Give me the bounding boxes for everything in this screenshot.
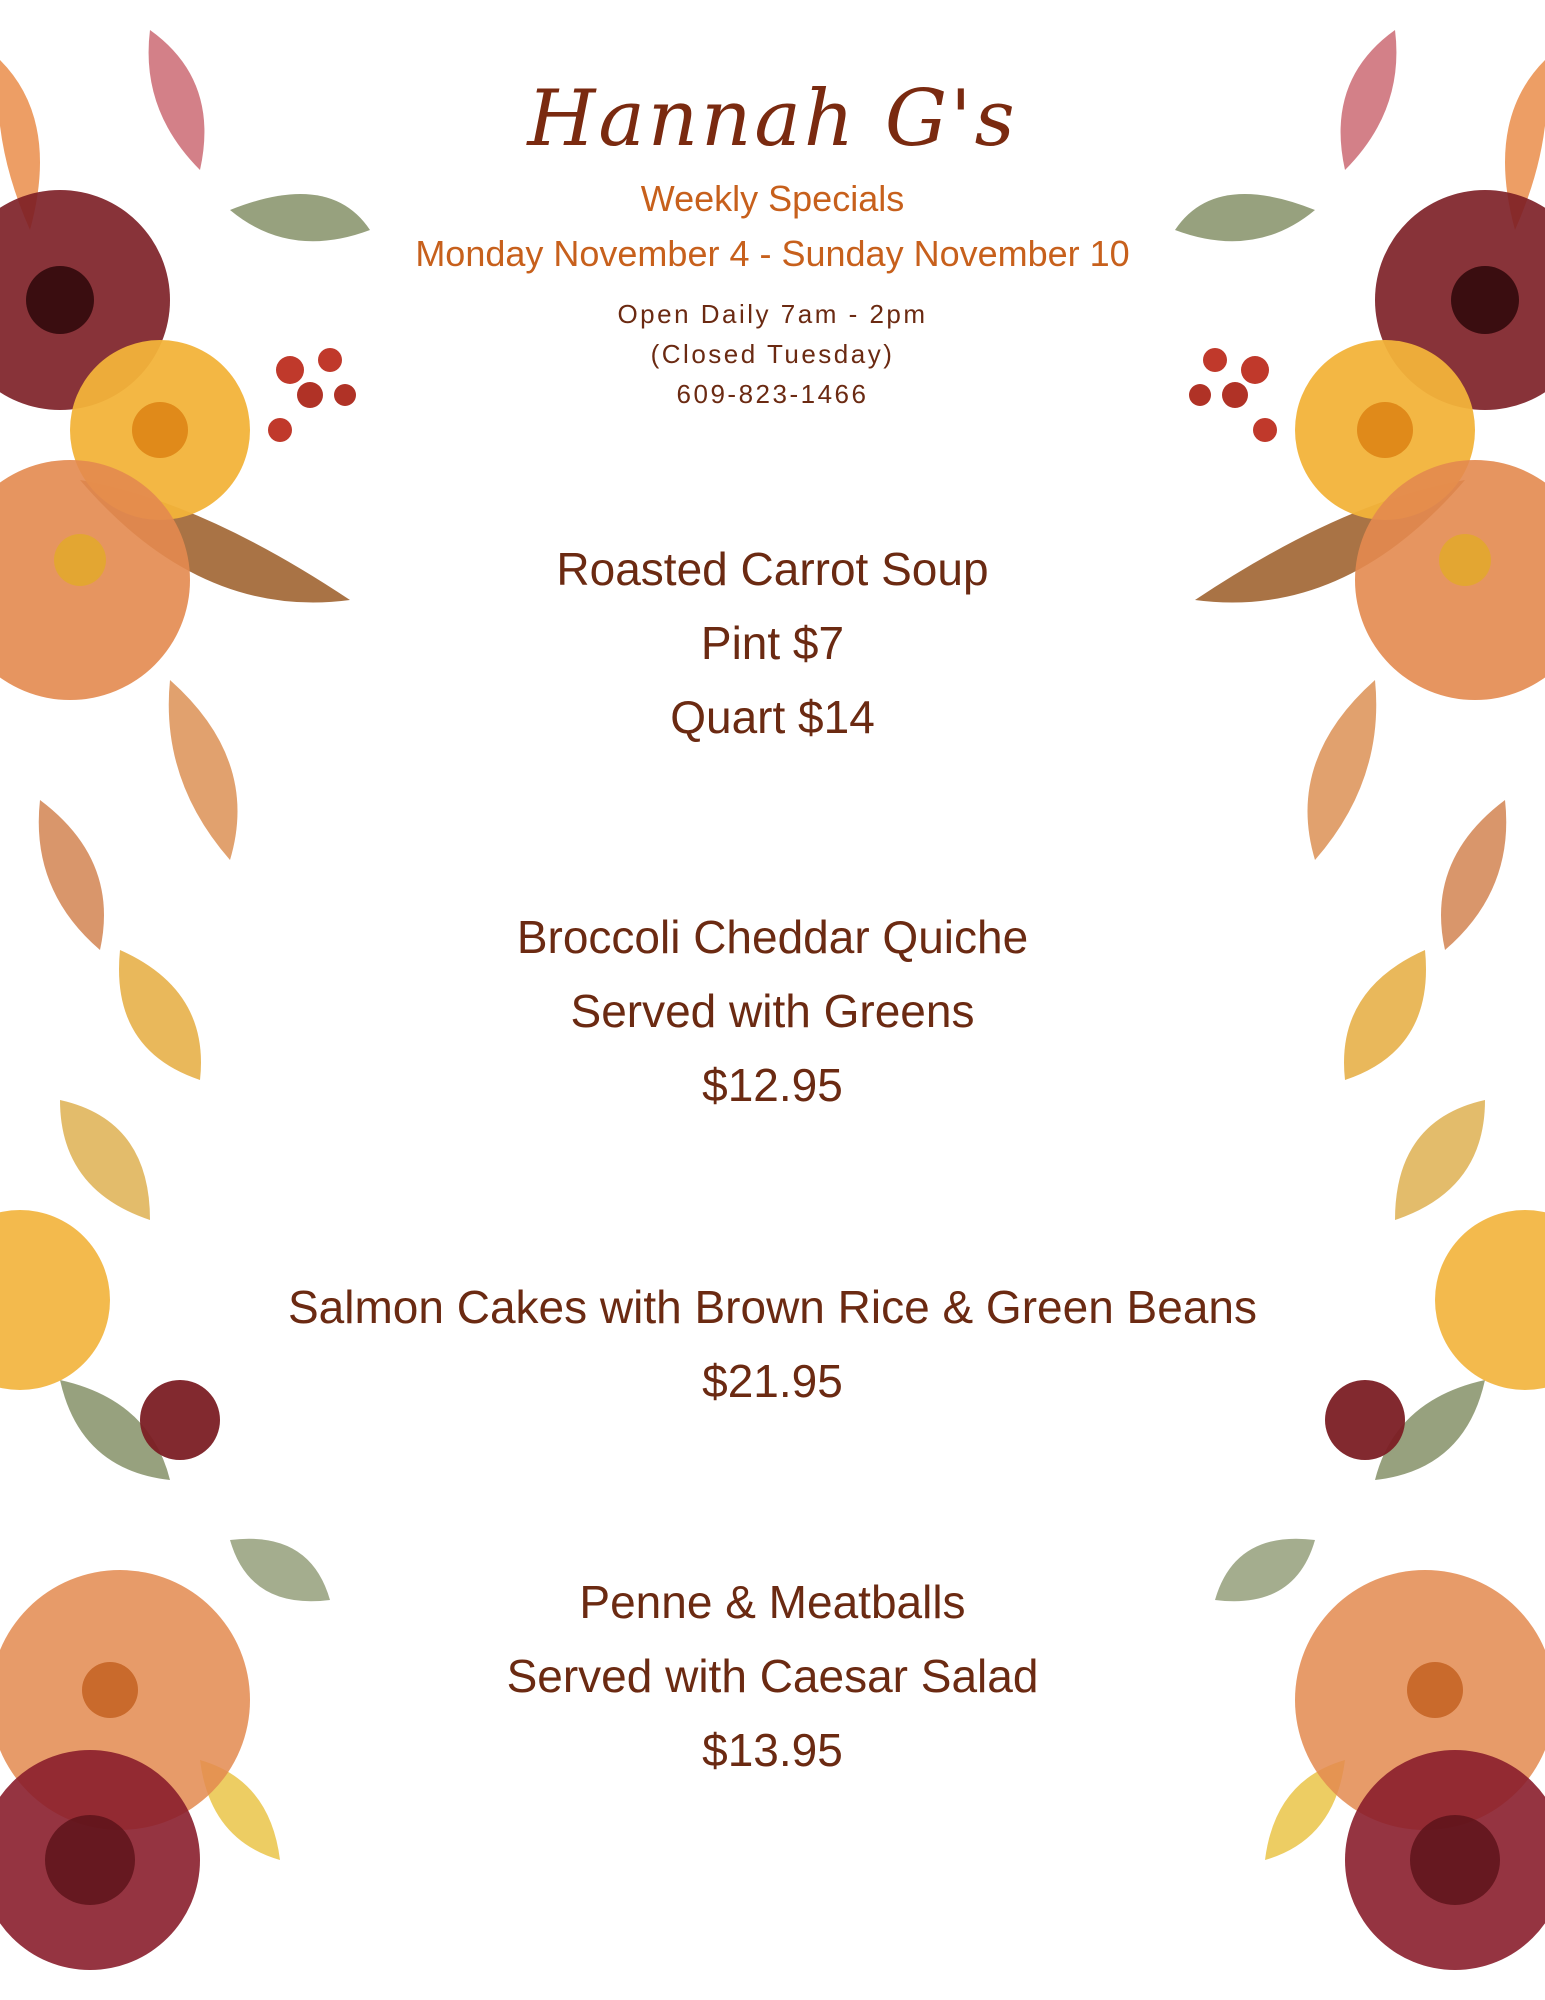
menu-item-name: Roasted Carrot Soup [556,543,989,595]
phone-number: 609-823-1466 [676,379,869,409]
menu-item-name: Broccoli Cheddar Quiche [516,911,1029,963]
menu-item-price: Quart $14 [670,691,875,743]
menu-item-quiche [0,900,1545,1122]
opening-hours: Open Daily 7am - 2pm [617,299,928,329]
menu-item-price: $13.95 [702,1724,843,1776]
menu-item-side: Served with Greens [570,985,975,1037]
menu-item-price: Pint $7 [700,617,845,669]
hours-info [0,294,1545,414]
restaurant-logo: Hannah G's [527,74,1018,164]
menu-item-salmon [0,1270,1545,1418]
menu-item-penne [0,1565,1545,1787]
closed-day: (Closed Tuesday) [650,339,895,369]
menu-item-side: Served with Caesar Salad [506,1650,1039,1702]
menu-item-soup [0,532,1545,754]
header [0,74,1545,414]
weekly-specials-title: Weekly Specials [640,178,905,219]
date-range: Monday November 4 - Sunday November 10 [415,233,1130,274]
menu-item-price: $12.95 [702,1059,843,1111]
menu-item-name: Salmon Cakes with Brown Rice & Green Beans [288,1281,1257,1333]
menu-item-name: Penne & Meatballs [579,1576,966,1628]
menu-item-price: $21.95 [702,1355,843,1407]
